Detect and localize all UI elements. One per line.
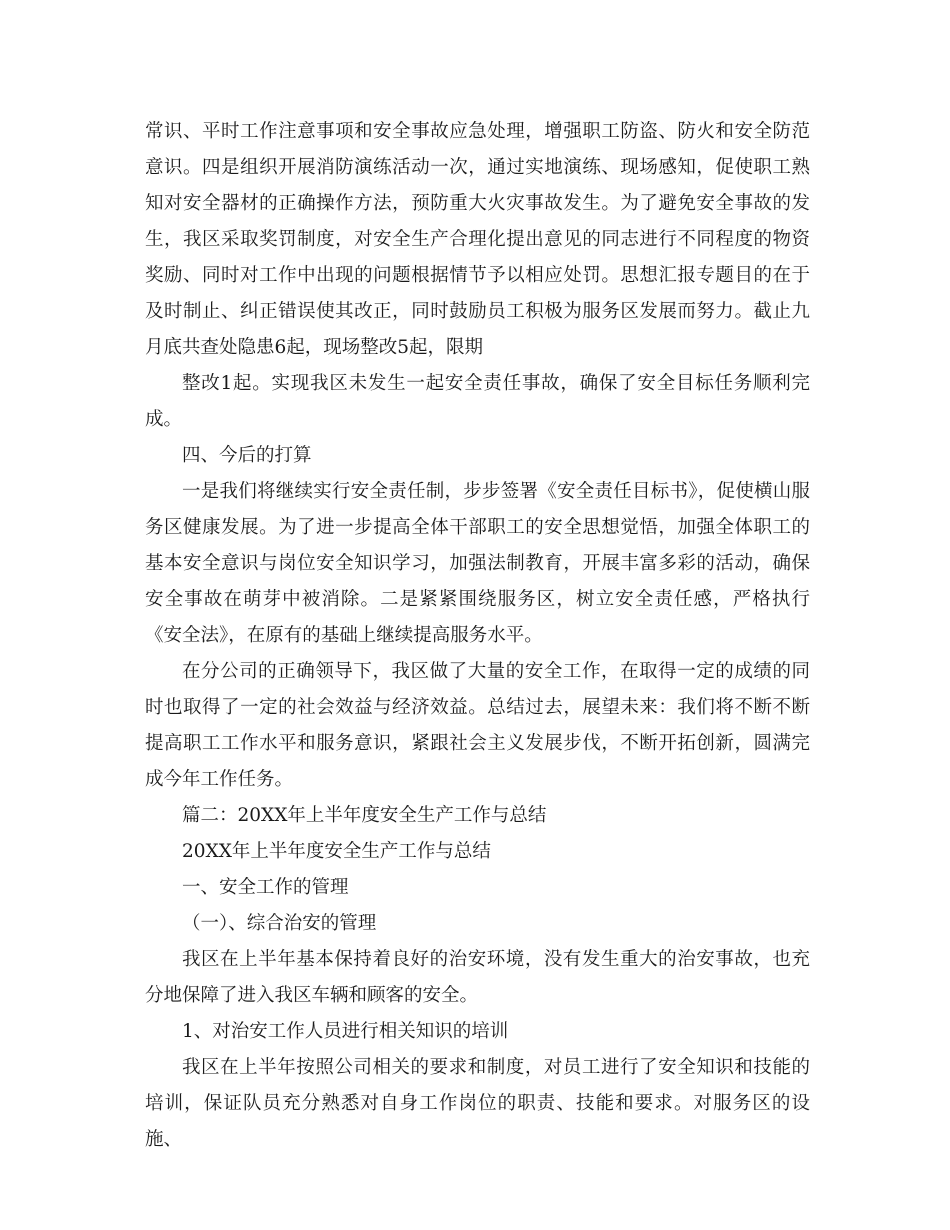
document-body [145,114,810,1158]
paragraph-public-security: 我区在上半年基本保持着良好的治安环境，没有发生重大的治安事故，也充分地保障了进入我区车辆和顾客的安全。 [145,949,810,1006]
section-heading-safety-management: 一、安全工作的管理 [182,877,349,898]
item-heading-staff-training: 1、对治安工作人员进行相关知识的培训 [182,1021,509,1042]
document-title: 20XX年上半年度安全生产工作与总结 [182,841,491,862]
paragraph-safety-measures: 常识、平时工作注意事项和安全事故应急处理，增强职工防盗、防火和安全防范意识。四是组织开展消防演练活动一次，通过实地演练、现场感知，促使职工熟知对安全器材的正确操作方法，预防重大火灾事故发生。为了避免安全事故的发生，我区采取奖罚制度，对安全生产合理化提出意见的同志进行不同程度的物资奖励、同时对工作中出现的问题根据情节予以相应处罚。思想汇报专题目的在于及时制止、纠正错误使其改正，同时鼓励员工积极为服务区发展而努力。截止九月底共查处隐患6起，现场整改5起，限期 [145,121,810,358]
paragraph-conclusion: 在分公司的正确领导下，我区做了大量的安全工作，在取得一定的成绩的同时也取得了一定的社会效益与经济效益。总结过去，展望未来：我们将不断不断提高职工工作水平和服务意识，紧跟社会主义发展步伐，不断开拓创新，圆满完成今年工作任务。 [145,661,810,790]
subsection-heading-public-security: （一）、综合治安的管理 [182,913,377,934]
paragraph-rectification: 整改1起。实现我区未发生一起安全责任事故，确保了安全目标任务顺利完成。 [145,373,810,430]
paragraph-future-plans: 一是我们将继续实行安全责任制，步步签署《安全责任目标书》，促使横山服务区健康发展。为了进一步提高全体干部职工的安全思想觉悟，加强全体职工的基本安全意识与岗位安全知识学习，加强法制教育，开展丰富多彩的活动，确保安全事故在萌芽中被消除。二是紧紧围绕服务区，树立安全责任感，严格执行《安全法》，在原有的基础上继续提高服务水平。 [145,481,810,646]
paragraph-staff-training: 我区在上半年按照公司相关的要求和制度，对员工进行了安全知识和技能的培训，保证队员充分熟悉对自身工作岗位的职责、技能和要求。对服务区的设施、 [145,1057,810,1150]
section-heading-future-plans: 四、今后的打算 [182,445,312,466]
chapter-heading-part-two: 篇二：20XX年上半年度安全生产工作与总结 [182,805,547,826]
